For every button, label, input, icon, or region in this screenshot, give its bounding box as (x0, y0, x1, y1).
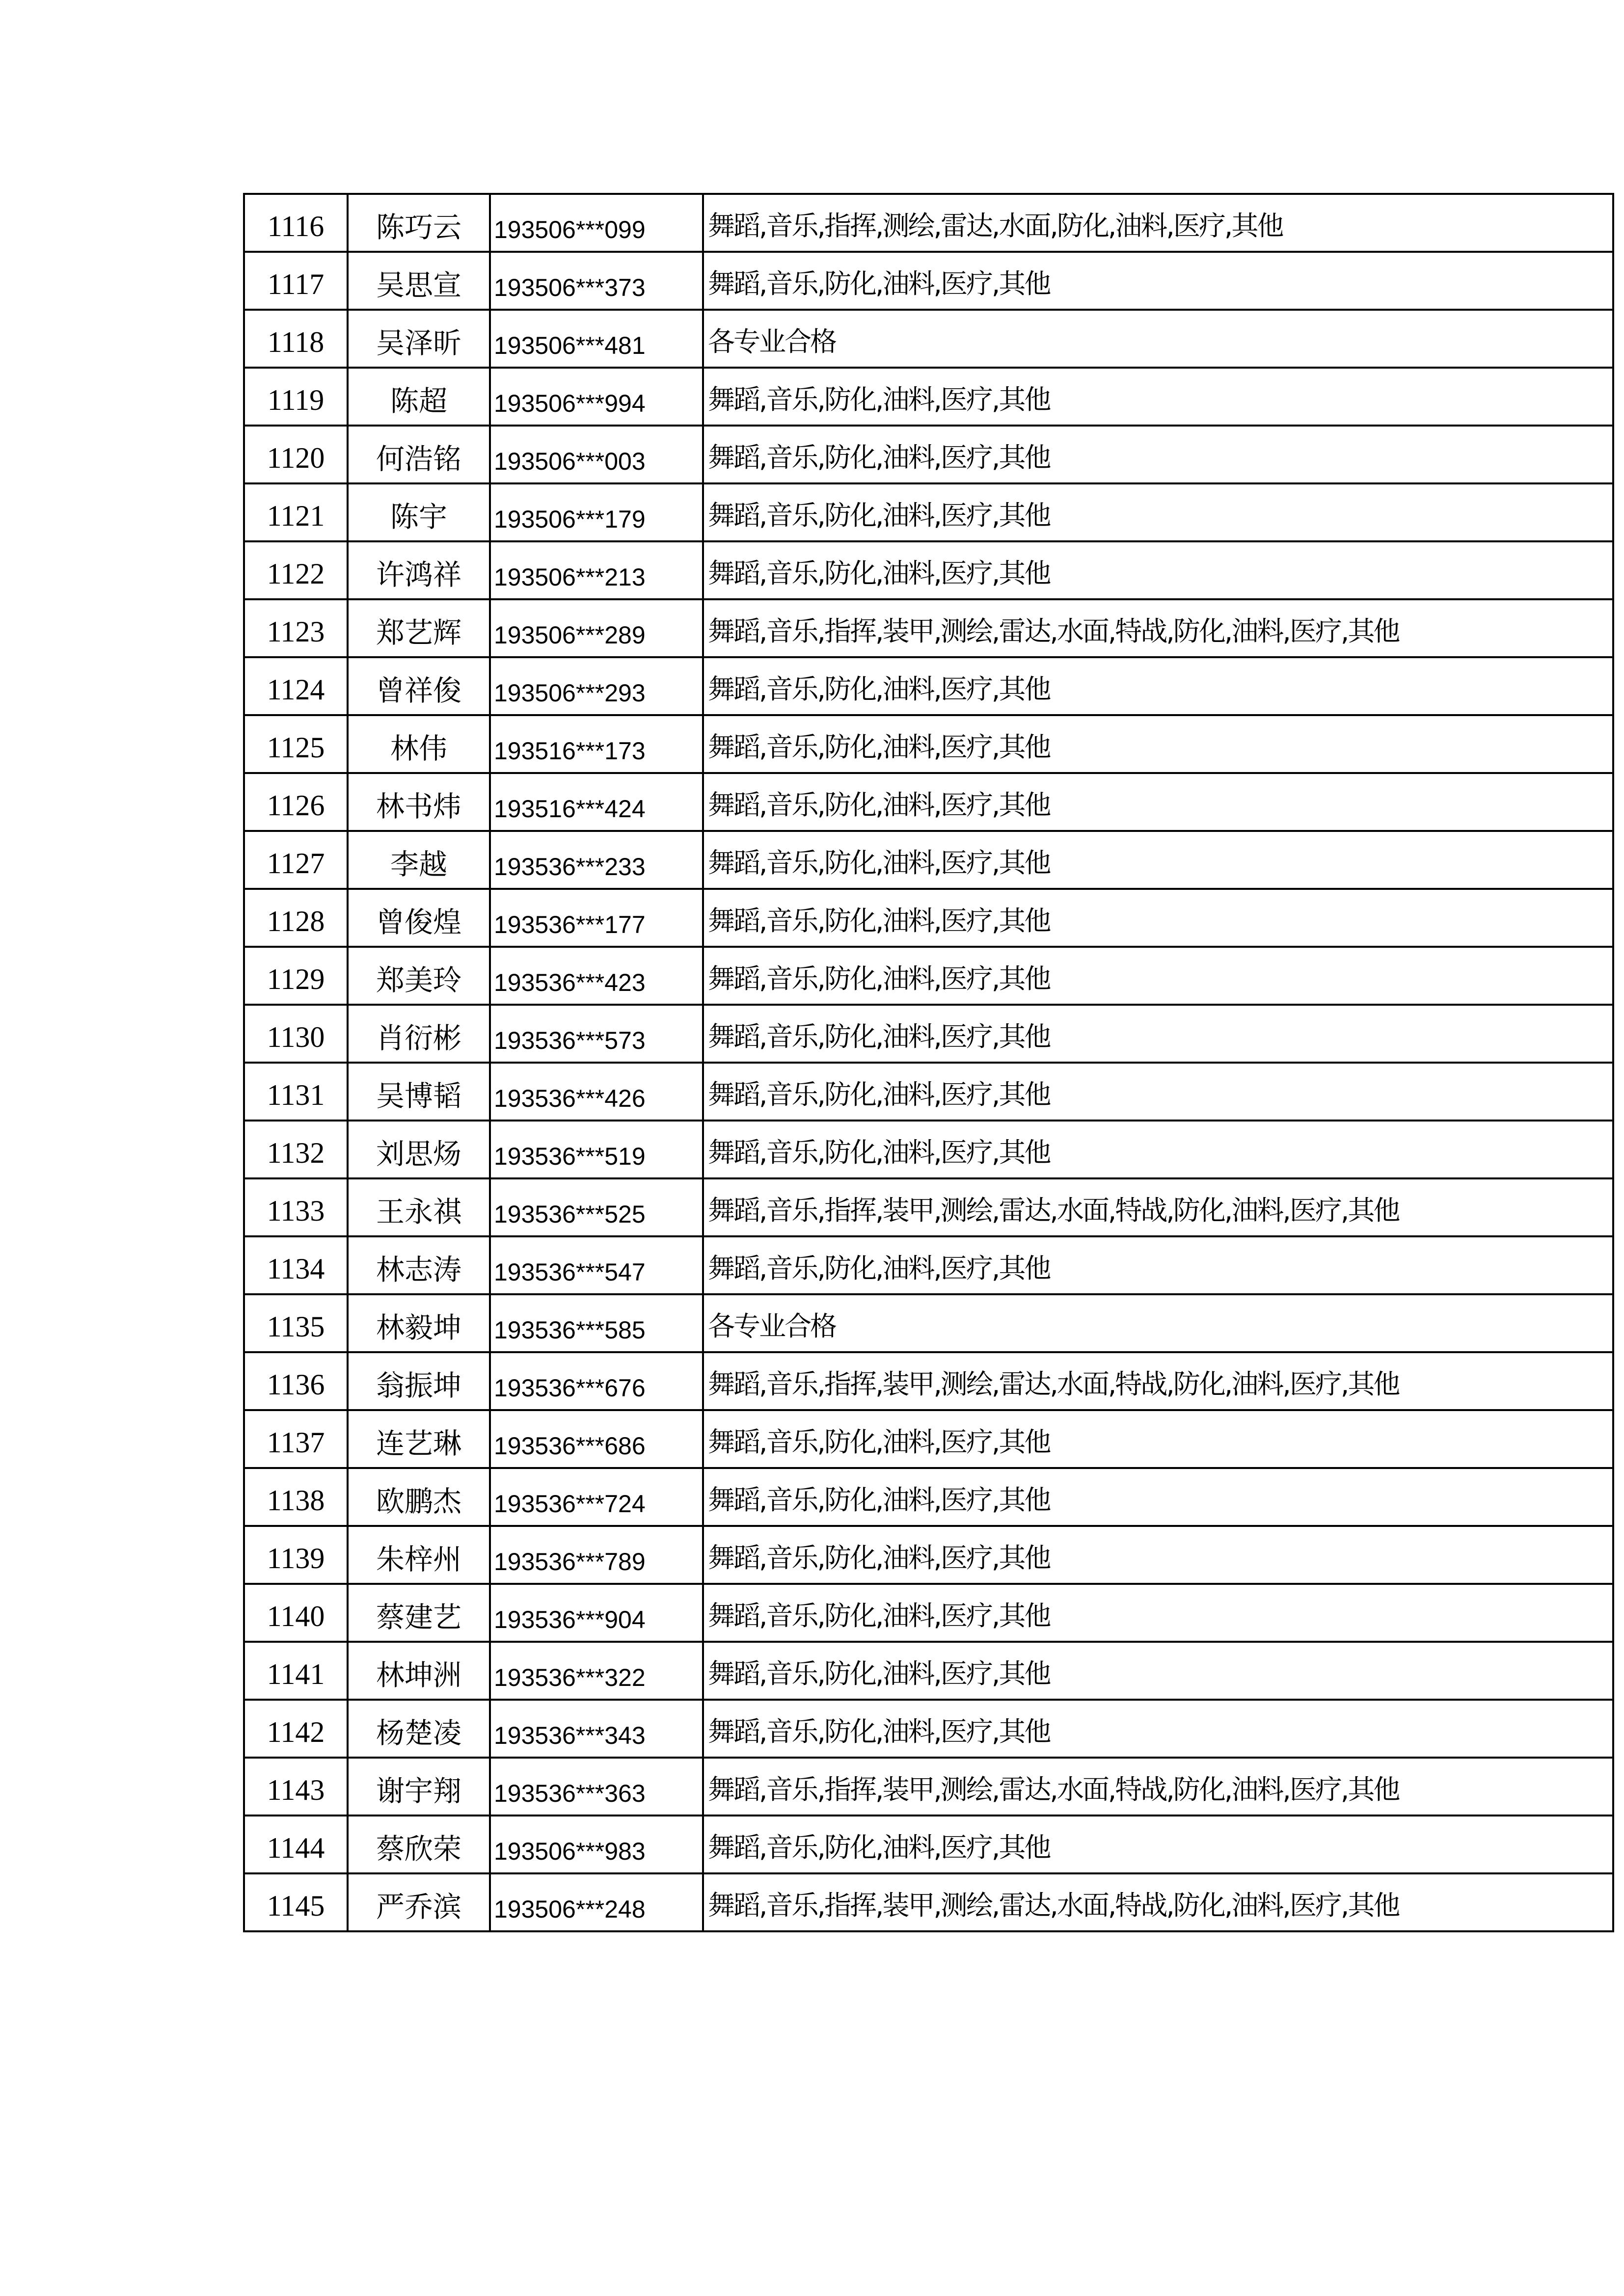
id-number-cell: 193536***525 (490, 1178, 703, 1236)
seq-number-cell: 1122 (244, 541, 348, 599)
seq-number-cell: 1121 (244, 483, 348, 541)
specialties-cell: 舞蹈,音乐,防化,油料,医疗,其他 (703, 252, 1613, 310)
seq-number-cell: 1128 (244, 889, 348, 947)
name-cell: 郑艺辉 (348, 599, 490, 657)
name-cell: 林伟 (348, 715, 490, 773)
specialties-cell: 舞蹈,音乐,指挥,装甲,测绘,雷达,水面,特战,防化,油料,医疗,其他 (703, 599, 1613, 657)
seq-number-cell: 1125 (244, 715, 348, 773)
specialties-cell: 各专业合格 (703, 1294, 1613, 1352)
specialties-cell: 舞蹈,音乐,防化,油料,医疗,其他 (703, 1468, 1613, 1526)
id-number-cell: 193506***099 (490, 194, 703, 252)
id-number-cell: 193506***373 (490, 252, 703, 310)
name-cell: 肖衍彬 (348, 1005, 490, 1063)
seq-number-cell: 1138 (244, 1468, 348, 1526)
table-row (244, 252, 1613, 310)
seq-number-cell: 1133 (244, 1178, 348, 1236)
seq-number-cell: 1143 (244, 1758, 348, 1815)
seq-number-cell: 1141 (244, 1642, 348, 1700)
id-number-cell: 193536***686 (490, 1410, 703, 1468)
specialties-cell: 舞蹈,音乐,防化,油料,医疗,其他 (703, 1584, 1613, 1642)
id-number-cell: 193506***213 (490, 541, 703, 599)
table-row (244, 368, 1613, 426)
table-row (244, 1642, 1613, 1700)
name-cell: 蔡欣荣 (348, 1815, 490, 1873)
specialties-cell: 舞蹈,音乐,防化,油料,医疗,其他 (703, 1005, 1613, 1063)
specialties-cell: 舞蹈,音乐,防化,油料,医疗,其他 (703, 483, 1613, 541)
seq-number-cell: 1137 (244, 1410, 348, 1468)
seq-number-cell: 1140 (244, 1584, 348, 1642)
name-cell: 陈宇 (348, 483, 490, 541)
table-row (244, 1236, 1613, 1294)
seq-number-cell: 1127 (244, 831, 348, 889)
id-number-cell: 193536***177 (490, 889, 703, 947)
table-row (244, 483, 1613, 541)
specialties-cell: 舞蹈,音乐,防化,油料,医疗,其他 (703, 657, 1613, 715)
seq-number-cell: 1116 (244, 194, 348, 252)
specialties-cell: 舞蹈,音乐,防化,油料,医疗,其他 (703, 368, 1613, 426)
id-number-cell: 193506***289 (490, 599, 703, 657)
seq-number-cell: 1129 (244, 947, 348, 1005)
specialties-cell: 舞蹈,音乐,防化,油料,医疗,其他 (703, 541, 1613, 599)
table-row (244, 1178, 1613, 1236)
specialties-cell: 舞蹈,音乐,防化,油料,医疗,其他 (703, 715, 1613, 773)
table-row (244, 947, 1613, 1005)
table-row (244, 1410, 1613, 1468)
specialties-cell: 舞蹈,音乐,防化,油料,医疗,其他 (703, 947, 1613, 1005)
table-row (244, 1873, 1613, 1931)
table-row (244, 1121, 1613, 1178)
id-number-cell: 193536***343 (490, 1700, 703, 1758)
name-cell: 陈巧云 (348, 194, 490, 252)
id-number-cell: 193506***983 (490, 1815, 703, 1873)
table-row (244, 1526, 1613, 1584)
specialties-cell: 舞蹈,音乐,指挥,装甲,测绘,雷达,水面,特战,防化,油料,医疗,其他 (703, 1352, 1613, 1410)
name-cell: 何浩铭 (348, 426, 490, 483)
seq-number-cell: 1144 (244, 1815, 348, 1873)
specialties-cell: 舞蹈,音乐,防化,油料,医疗,其他 (703, 1121, 1613, 1178)
name-cell: 欧鹏杰 (348, 1468, 490, 1526)
seq-number-cell: 1139 (244, 1526, 348, 1584)
id-number-cell: 193506***293 (490, 657, 703, 715)
name-cell: 林志涛 (348, 1236, 490, 1294)
name-cell: 陈超 (348, 368, 490, 426)
name-cell: 翁振坤 (348, 1352, 490, 1410)
specialties-cell: 舞蹈,音乐,防化,油料,医疗,其他 (703, 1700, 1613, 1758)
name-cell: 吴博韬 (348, 1063, 490, 1121)
name-cell: 杨楚凌 (348, 1700, 490, 1758)
table-row (244, 831, 1613, 889)
id-number-cell: 193506***179 (490, 483, 703, 541)
id-number-cell: 193536***789 (490, 1526, 703, 1584)
specialties-cell: 舞蹈,音乐,防化,油料,医疗,其他 (703, 1526, 1613, 1584)
name-cell: 许鸿祥 (348, 541, 490, 599)
table-row (244, 1005, 1613, 1063)
seq-number-cell: 1124 (244, 657, 348, 715)
name-cell: 蔡建艺 (348, 1584, 490, 1642)
id-number-cell: 193536***519 (490, 1121, 703, 1178)
seq-number-cell: 1118 (244, 310, 348, 368)
table-row (244, 1468, 1613, 1526)
specialties-cell: 舞蹈,音乐,防化,油料,医疗,其他 (703, 1642, 1613, 1700)
name-cell: 林坤洲 (348, 1642, 490, 1700)
specialties-cell: 舞蹈,音乐,指挥,装甲,测绘,雷达,水面,特战,防化,油料,医疗,其他 (703, 1178, 1613, 1236)
name-cell: 林书炜 (348, 773, 490, 831)
id-number-cell: 193536***363 (490, 1758, 703, 1815)
results-table (243, 193, 1614, 1932)
id-number-cell: 193536***573 (490, 1005, 703, 1063)
specialties-cell: 舞蹈,音乐,防化,油料,医疗,其他 (703, 1410, 1613, 1468)
seq-number-cell: 1117 (244, 252, 348, 310)
id-number-cell: 193506***994 (490, 368, 703, 426)
name-cell: 朱梓州 (348, 1526, 490, 1584)
id-number-cell: 193536***423 (490, 947, 703, 1005)
id-number-cell: 193536***904 (490, 1584, 703, 1642)
seq-number-cell: 1134 (244, 1236, 348, 1294)
id-number-cell: 193536***585 (490, 1294, 703, 1352)
seq-number-cell: 1126 (244, 773, 348, 831)
table-row (244, 599, 1613, 657)
id-number-cell: 193536***724 (490, 1468, 703, 1526)
table-row (244, 715, 1613, 773)
seq-number-cell: 1136 (244, 1352, 348, 1410)
table-row (244, 541, 1613, 599)
name-cell: 曾祥俊 (348, 657, 490, 715)
id-number-cell: 193516***173 (490, 715, 703, 773)
name-cell: 曾俊煌 (348, 889, 490, 947)
id-number-cell: 193536***547 (490, 1236, 703, 1294)
seq-number-cell: 1123 (244, 599, 348, 657)
id-number-cell: 193536***233 (490, 831, 703, 889)
name-cell: 郑美玲 (348, 947, 490, 1005)
table-row (244, 1063, 1613, 1121)
specialties-cell: 舞蹈,音乐,防化,油料,医疗,其他 (703, 1063, 1613, 1121)
table-row (244, 310, 1613, 368)
seq-number-cell: 1130 (244, 1005, 348, 1063)
specialties-cell: 舞蹈,音乐,防化,油料,医疗,其他 (703, 889, 1613, 947)
table-row (244, 1758, 1613, 1815)
name-cell: 严乔滨 (348, 1873, 490, 1931)
id-number-cell: 193536***322 (490, 1642, 703, 1700)
name-cell: 李越 (348, 831, 490, 889)
seq-number-cell: 1145 (244, 1873, 348, 1931)
table-row (244, 1700, 1613, 1758)
name-cell: 连艺琳 (348, 1410, 490, 1468)
seq-number-cell: 1132 (244, 1121, 348, 1178)
specialties-cell: 舞蹈,音乐,防化,油料,医疗,其他 (703, 1815, 1613, 1873)
table-row (244, 773, 1613, 831)
table-row (244, 657, 1613, 715)
specialties-cell: 各专业合格 (703, 310, 1613, 368)
id-number-cell: 193506***003 (490, 426, 703, 483)
table-row (244, 1294, 1613, 1352)
name-cell: 王永祺 (348, 1178, 490, 1236)
specialties-cell: 舞蹈,音乐,防化,油料,医疗,其他 (703, 1236, 1613, 1294)
specialties-cell: 舞蹈,音乐,防化,油料,医疗,其他 (703, 773, 1613, 831)
seq-number-cell: 1120 (244, 426, 348, 483)
name-cell: 吴泽昕 (348, 310, 490, 368)
seq-number-cell: 1131 (244, 1063, 348, 1121)
table-row (244, 426, 1613, 483)
name-cell: 谢宇翔 (348, 1758, 490, 1815)
id-number-cell: 193506***481 (490, 310, 703, 368)
seq-number-cell: 1142 (244, 1700, 348, 1758)
specialties-cell: 舞蹈,音乐,防化,油料,医疗,其他 (703, 426, 1613, 483)
results-table-body (244, 194, 1613, 1931)
id-number-cell: 193536***676 (490, 1352, 703, 1410)
id-number-cell: 193506***248 (490, 1873, 703, 1931)
name-cell: 吴思宣 (348, 252, 490, 310)
specialties-cell: 舞蹈,音乐,指挥,装甲,测绘,雷达,水面,特战,防化,油料,医疗,其他 (703, 1873, 1613, 1931)
table-row (244, 194, 1613, 252)
specialties-cell: 舞蹈,音乐,指挥,装甲,测绘,雷达,水面,特战,防化,油料,医疗,其他 (703, 1758, 1613, 1815)
specialties-cell: 舞蹈,音乐,指挥,测绘,雷达,水面,防化,油料,医疗,其他 (703, 194, 1613, 252)
id-number-cell: 193536***426 (490, 1063, 703, 1121)
table-row (244, 1584, 1613, 1642)
seq-number-cell: 1119 (244, 368, 348, 426)
table-row (244, 1352, 1613, 1410)
name-cell: 刘思炀 (348, 1121, 490, 1178)
seq-number-cell: 1135 (244, 1294, 348, 1352)
table-row (244, 1815, 1613, 1873)
id-number-cell: 193516***424 (490, 773, 703, 831)
table-row (244, 889, 1613, 947)
name-cell: 林毅坤 (348, 1294, 490, 1352)
specialties-cell: 舞蹈,音乐,防化,油料,医疗,其他 (703, 831, 1613, 889)
